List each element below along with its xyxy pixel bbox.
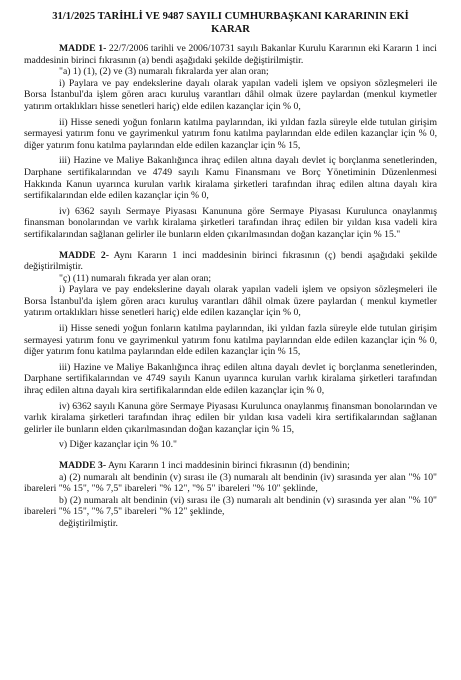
madde-3-intro-text: Aynı Kararın 1 inci maddesinin birinci fıkrasının (d) bendinin; xyxy=(106,460,350,471)
madde-1-label: MADDE 1- xyxy=(59,43,107,54)
madde-2-item-v: v) Diğer kazançlar için % 10." xyxy=(59,439,178,451)
madde-1-item-i: i) Paylara ve pay endekslerine dayalı olarak yapılan vadeli işlem ve opsiyon sözleşmeleri ile Borsa İstanbul'da işlem gören aracı kuruluş varantları dâhil olmak üzere paylardan (menkul kıymetler yatırım ortaklıkları hisse senetleri hariç) elde edilen kazançlar için % 0, xyxy=(24,77,437,112)
madde-1-item-ii: ii) Hisse senedi yoğun fonların katılma paylarından, iki yıldan fazla süreyle elde tutulan girişim sermayesi yatırım fonu ve gayrimenkul yatırım fonu katılma paylarından elde edilen kazançlar için % 0, diğer yatırım fonu katılma paylarından elde edilen kazançlar için % 15, xyxy=(24,116,437,151)
title-line-2: KARAR xyxy=(211,24,250,35)
madde-1-intro-text: 22/7/2006 tarihli ve 2006/10731 sayılı Bakanlar Kurulu Kararının eki Kararın 1 inci maddesinin birinci fıkrasının (a) bendi aşağıdaki şekilde değiştirilmiştir. xyxy=(24,43,437,66)
madde-1-item-iii: iii) Hazine ve Maliye Bakanlığınca ihraç edilen altına dayalı devlet iç borçlanma senetlerinden, Darphane sertifikalarından ve 4749 sayılı Kamu Finansmanı ve Borç Yönetiminin Düzenlenmesi Hakkında Kanun uyarınca kurulan varlık kiralama şirketleri tarafından ihraç edilen altına dayalı kira sertifikalarından elde edilen kazançlar için % 0, xyxy=(24,155,437,202)
madde-3-end: değiştirilmiştir. xyxy=(59,517,118,529)
madde-3-label: MADDE 3- xyxy=(59,460,107,471)
madde-2-item-i: i) Paylara ve pay endekslerine dayalı olarak yapılan vadeli işlem ve opsiyon sözleşmeleri ile Borsa İstanbul'da işlem gören aracı kuruluş varantları dâhil olmak üzere paylardan ( menkul kıymetler yatırım ortaklıkları hisse senetleri hariç) elde edilen kazançlar için % 0, xyxy=(24,284,437,319)
madde-2-label: MADDE 2- xyxy=(59,249,109,261)
title-line-1: 31/1/2025 TARİHLİ VE 9487 SAYILI CUMHURBAŞKANI KARARININ EKİ xyxy=(52,11,409,22)
madde-1-quote-open: "a) 1) (1), (2) ve (3) numaralı fıkralarda yer alan oran; xyxy=(59,66,269,78)
madde-2-intro xyxy=(24,250,437,273)
madde-2-item-iv: iv) 6362 sayılı Kanuna göre Sermaye Piyasası Kurulunca onaylanmış finansman bonolarından ve varlık kiralama şirketleri tarafından ihraç edilen bir yıldan kısa vadeli kira sertifikalarından sağlanan gelirler ile bunların elden çıkarılmasından doğan kazançlar için % 15, xyxy=(24,400,437,435)
madde-3-item-a: a) (2) numaralı alt bendinin (v) sırası ile (3) numaralı alt bendinin (iv) sırasında yer alan "% 10" ibareleri "% 15", "% 7,5" ibareleri "% 12", "% 5" ibareleri "% 10" şeklinde, xyxy=(24,471,437,495)
madde-3-item-b: b) (2) numaralı alt bendinin (vi) sırası ile (3) numaralı alt bendinin (v) sırasında yer alan "% 10" ibareleri "% 15", "% 7,5" ibareleri "% 12" şeklinde, xyxy=(24,494,437,518)
madde-3-intro xyxy=(24,460,437,472)
madde-2-intro-text: Aynı Kararın 1 inci maddesinin birinci fıkrasının (ç) bendi aşağıdaki şekilde değiştirilmiştir. xyxy=(24,249,437,273)
document-title xyxy=(24,10,437,36)
madde-1-intro xyxy=(24,43,437,66)
madde-2-quote-open: "ç) (11) numaralı fıkrada yer alan oran; xyxy=(59,272,212,284)
madde-1-item-iv: iv) 6362 sayılı Sermaye Piyasası Kanununa göre Sermaye Piyasası Kurulunca onaylanmış finansman bonolarından ve varlık kiralama şirketleri tarafından ihraç edilen bir yıldan kısa vadeli kira sertifikalarından sağlanan gelirler ile bunların elden çıkarılmasından doğan kazançlar için % 15." xyxy=(24,205,437,240)
madde-2-item-ii: ii) Hisse senedi yoğun fonların katılma paylarından, iki yıldan fazla süreyle elde tutulan girişim sermayesi yatırım fonu ve gayrimenkul yatırım fonu katılma paylarından elde edilen kazançlar için % 0, diğer yatırım fonu katılma paylarından elde edilen kazançlar için % 15, xyxy=(24,323,437,358)
madde-2-item-iii: iii) Hazine ve Maliye Bakanlığınca ihraç edilen altına dayalı devlet iç borçlanma senetlerinden, Darphane sertifikalarından ve 4749 sayılı Kanun uyarınca kurulan varlık kiralama şirketleri tarafından ihraç edilen altına dayalı kira sertifikalarından elde edilen kazançlar için % 0, xyxy=(24,361,437,397)
